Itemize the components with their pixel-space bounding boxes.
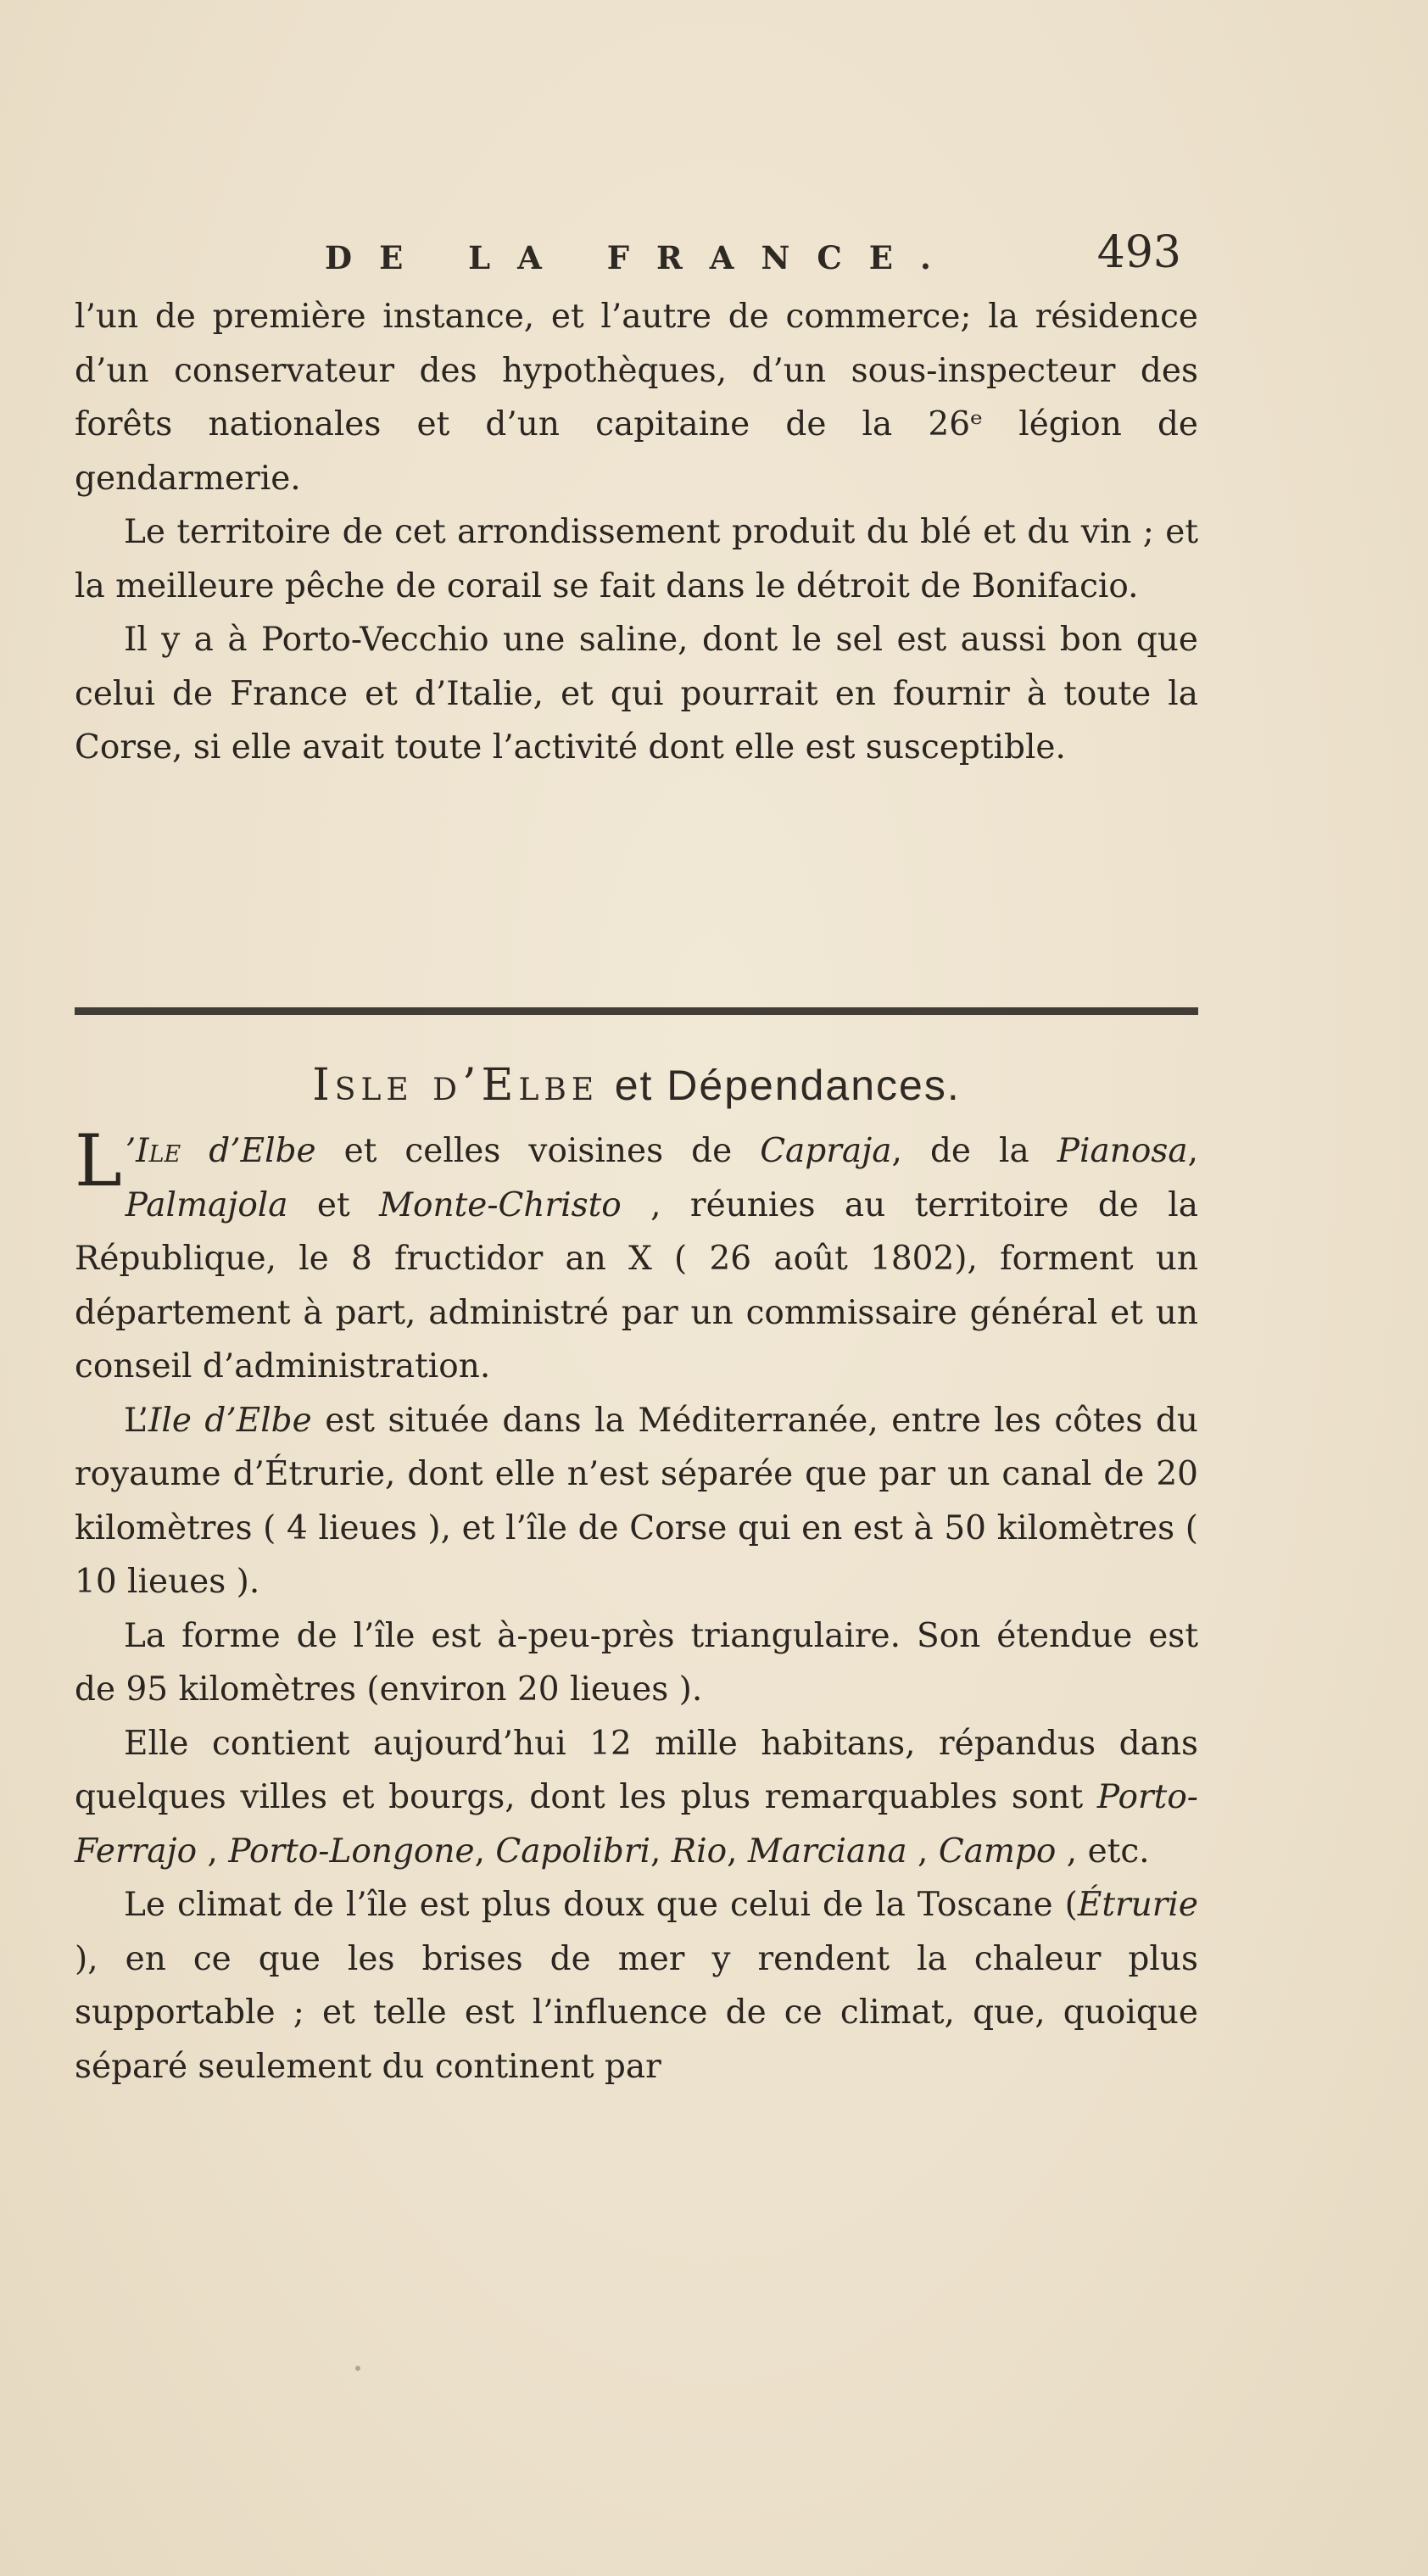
- place-name: Rio: [671, 1832, 728, 1871]
- elba-section-text: [75, 1119, 1199, 2094]
- place-name: Porto-Longone: [228, 1832, 475, 1871]
- italic-term: d’Elbe: [181, 1132, 316, 1170]
- text-run: , de la: [891, 1132, 1057, 1170]
- place-name: Pianosa: [1057, 1132, 1188, 1170]
- text-run: et: [287, 1185, 380, 1224]
- text-run: , réunies au territoire de la République, le 8 fructidor an X ( 26 août 1802), forment un département à part, administré par un commissaire général et un conseil d’administration.: [75, 1185, 1198, 1386]
- paper-stain: [355, 2366, 360, 2371]
- page-header: [325, 227, 1181, 288]
- text-run: est située dans la Méditerranée, entre les côtes du royaume d’Étrurie, dont elle n’est séparée que par un canal de 20 kilomètres ( 4 lieues ), et l’île de Corse qui en est à 50 kilomètres ( 10 lieues ).: [75, 1401, 1198, 1601]
- text-run: ,: [906, 1832, 939, 1871]
- place-name: Monte-Christo: [379, 1185, 622, 1224]
- place-name: Capolibri: [495, 1832, 650, 1871]
- section-heading-subtitle: et Dépendances.: [614, 1062, 961, 1109]
- text-run: ,: [650, 1832, 672, 1871]
- paragraph: [75, 1119, 1199, 1394]
- italic-term: ’Ile: [125, 1132, 181, 1170]
- text-run: ,: [474, 1832, 496, 1871]
- text-run: Elle contient aujourd’hui 12 mille habitans, répandus dans quelques villes et bourgs, dont les plus remarquables sont: [75, 1724, 1198, 1816]
- text-run: et celles voisines de: [315, 1132, 761, 1170]
- section-divider-rule: [75, 1007, 1198, 1015]
- paragraph: l’un de première instance, et l’autre de commerce; la résidence d’un conservateur des hypothèques, d’un sous-inspecteur des forêts nationales et d’un capitaine de la 26ᵉ légion de gendarmerie.: [75, 298, 1198, 498]
- text-run: ), en ce que les brises de mer y rendent la chaleur plus supportable ; et telle est l’influence de ce climat, que, quoique séparé seulement du continent par: [75, 1939, 1198, 2086]
- text-run: ,: [197, 1832, 229, 1871]
- place-name: Étrurie: [1077, 1886, 1198, 1924]
- place-name: Palmajola: [125, 1185, 288, 1224]
- page-number: 493: [1096, 227, 1181, 278]
- paragraph: [75, 1394, 1198, 1609]
- paragraph: [75, 1878, 1198, 2094]
- text-run: , etc.: [1056, 1832, 1150, 1871]
- text-run: ,: [1187, 1132, 1199, 1170]
- running-title: DE LA FRANCE.: [325, 239, 958, 276]
- paragraph: Le territoire de cet arrondissement produit du blé et du vin ; et la meilleure pêche de corail se fait dans le détroit de Bonifacio.: [75, 513, 1198, 605]
- text-run: ,: [727, 1832, 748, 1871]
- place-name: Marciana: [747, 1832, 907, 1871]
- drop-cap: L: [75, 1119, 122, 1202]
- place-name: Ile d’Elbe: [148, 1401, 312, 1440]
- place-name: Capraja: [760, 1132, 892, 1170]
- section-heading-name: Isle d’Elbe: [312, 1060, 600, 1111]
- place-name: Porto-Ferrajo: [75, 1778, 1198, 1871]
- paragraph: Il y a à Porto-Vecchio une saline, dont le sel est aussi bon que celui de France et d’Italie, et qui pourrait en fournir à toute la Corse, si elle avait toute l’activité dont elle est susceptible.: [75, 621, 1198, 767]
- text-run: L’: [124, 1401, 148, 1440]
- section-heading: [75, 1060, 1198, 1111]
- corsica-continuation-text: [75, 290, 1198, 775]
- place-name: Campo: [938, 1832, 1057, 1871]
- paragraph: [75, 1717, 1198, 1879]
- text-run: Le climat de l’île est plus doux que celui de la Toscane (: [124, 1886, 1078, 1924]
- paragraph: La forme de l’île est à-peu-près triangulaire. Son étendue est de 95 kilomètres (environ 20 lieues ).: [75, 1616, 1198, 1709]
